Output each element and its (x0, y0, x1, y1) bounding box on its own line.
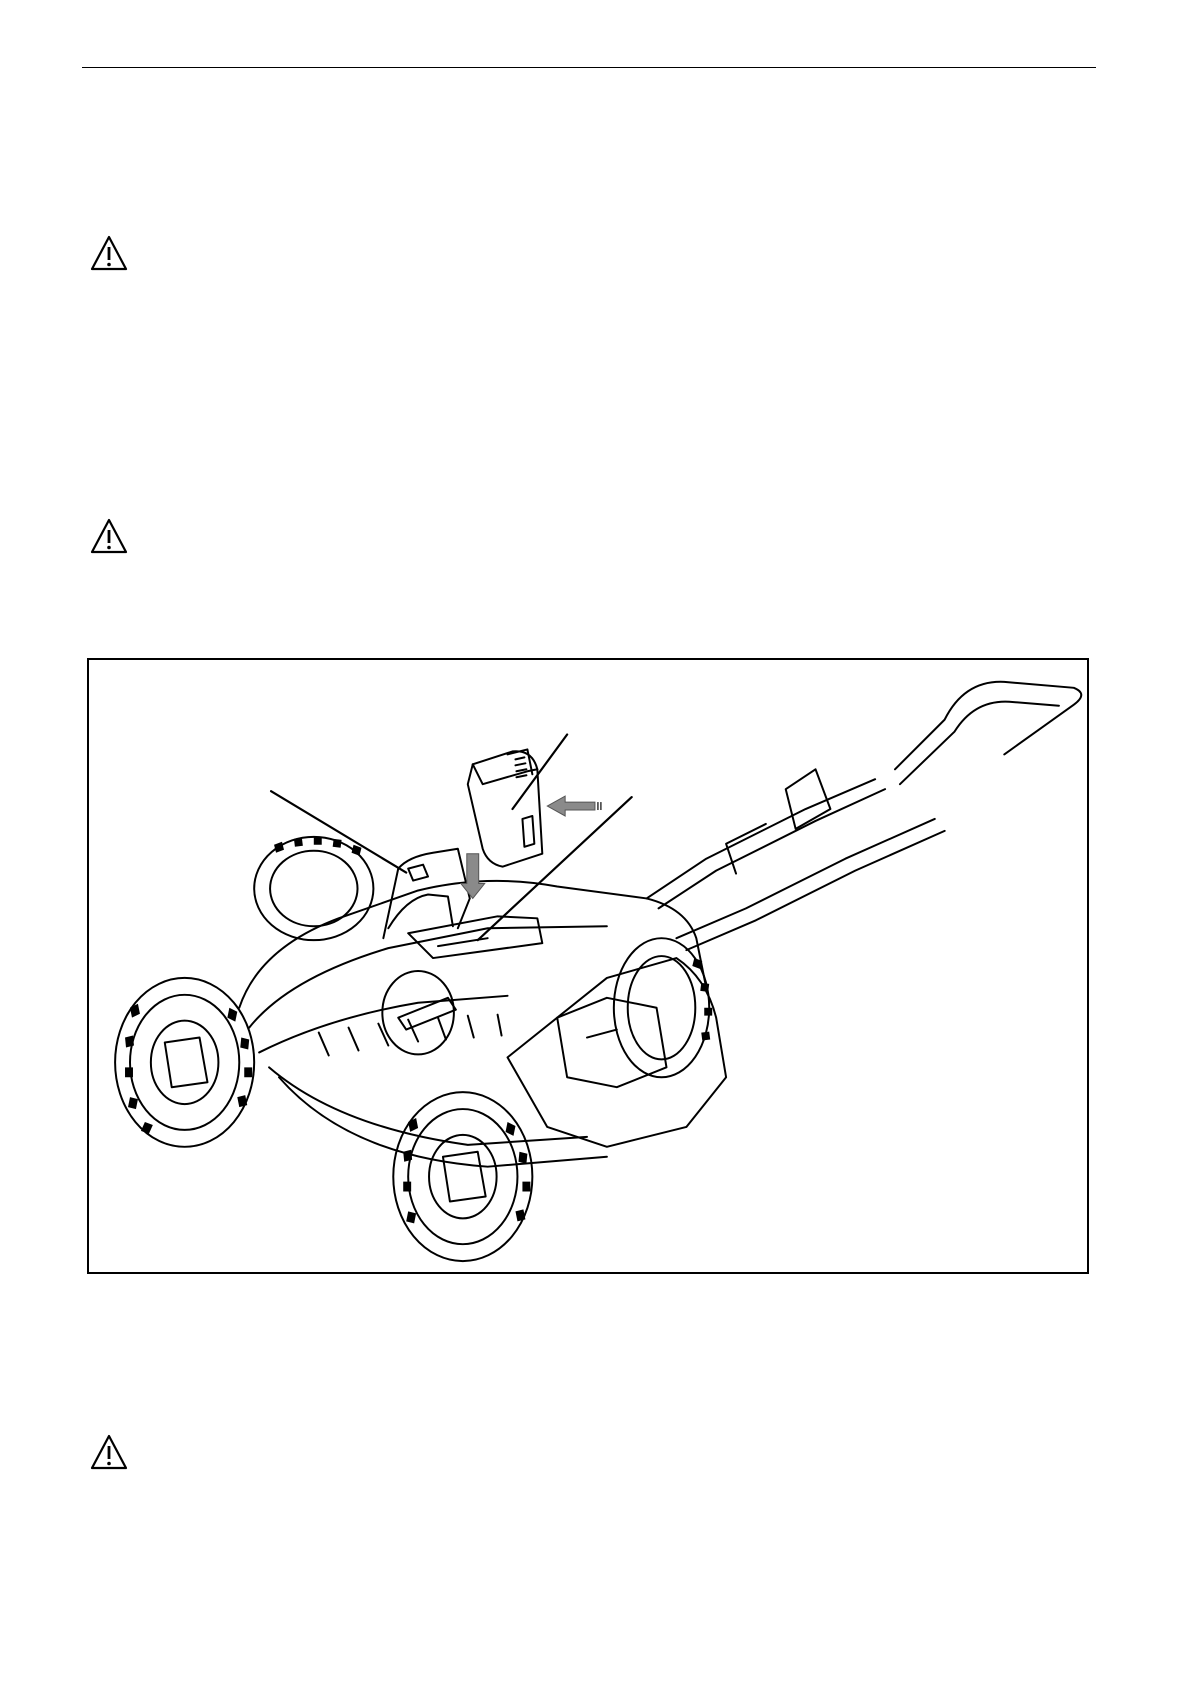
battery-pack (468, 749, 543, 866)
mower-figure (87, 658, 1089, 1274)
mower-deck (239, 881, 706, 1167)
warning-triangle-icon (89, 517, 129, 555)
handle-knob (382, 971, 456, 1054)
insert-battery-arrow-left (547, 796, 595, 816)
warning-triangle-icon (89, 1433, 129, 1471)
battery-compartment (408, 916, 542, 958)
mower-handle (647, 682, 1082, 950)
lawn-mower-illustration (89, 660, 1087, 1272)
warning-triangle-icon (89, 234, 129, 272)
front-right-wheel (393, 1092, 532, 1261)
arrow-tail-marks (598, 802, 601, 810)
front-left-wheel (115, 978, 254, 1147)
header-rule (82, 67, 1096, 68)
